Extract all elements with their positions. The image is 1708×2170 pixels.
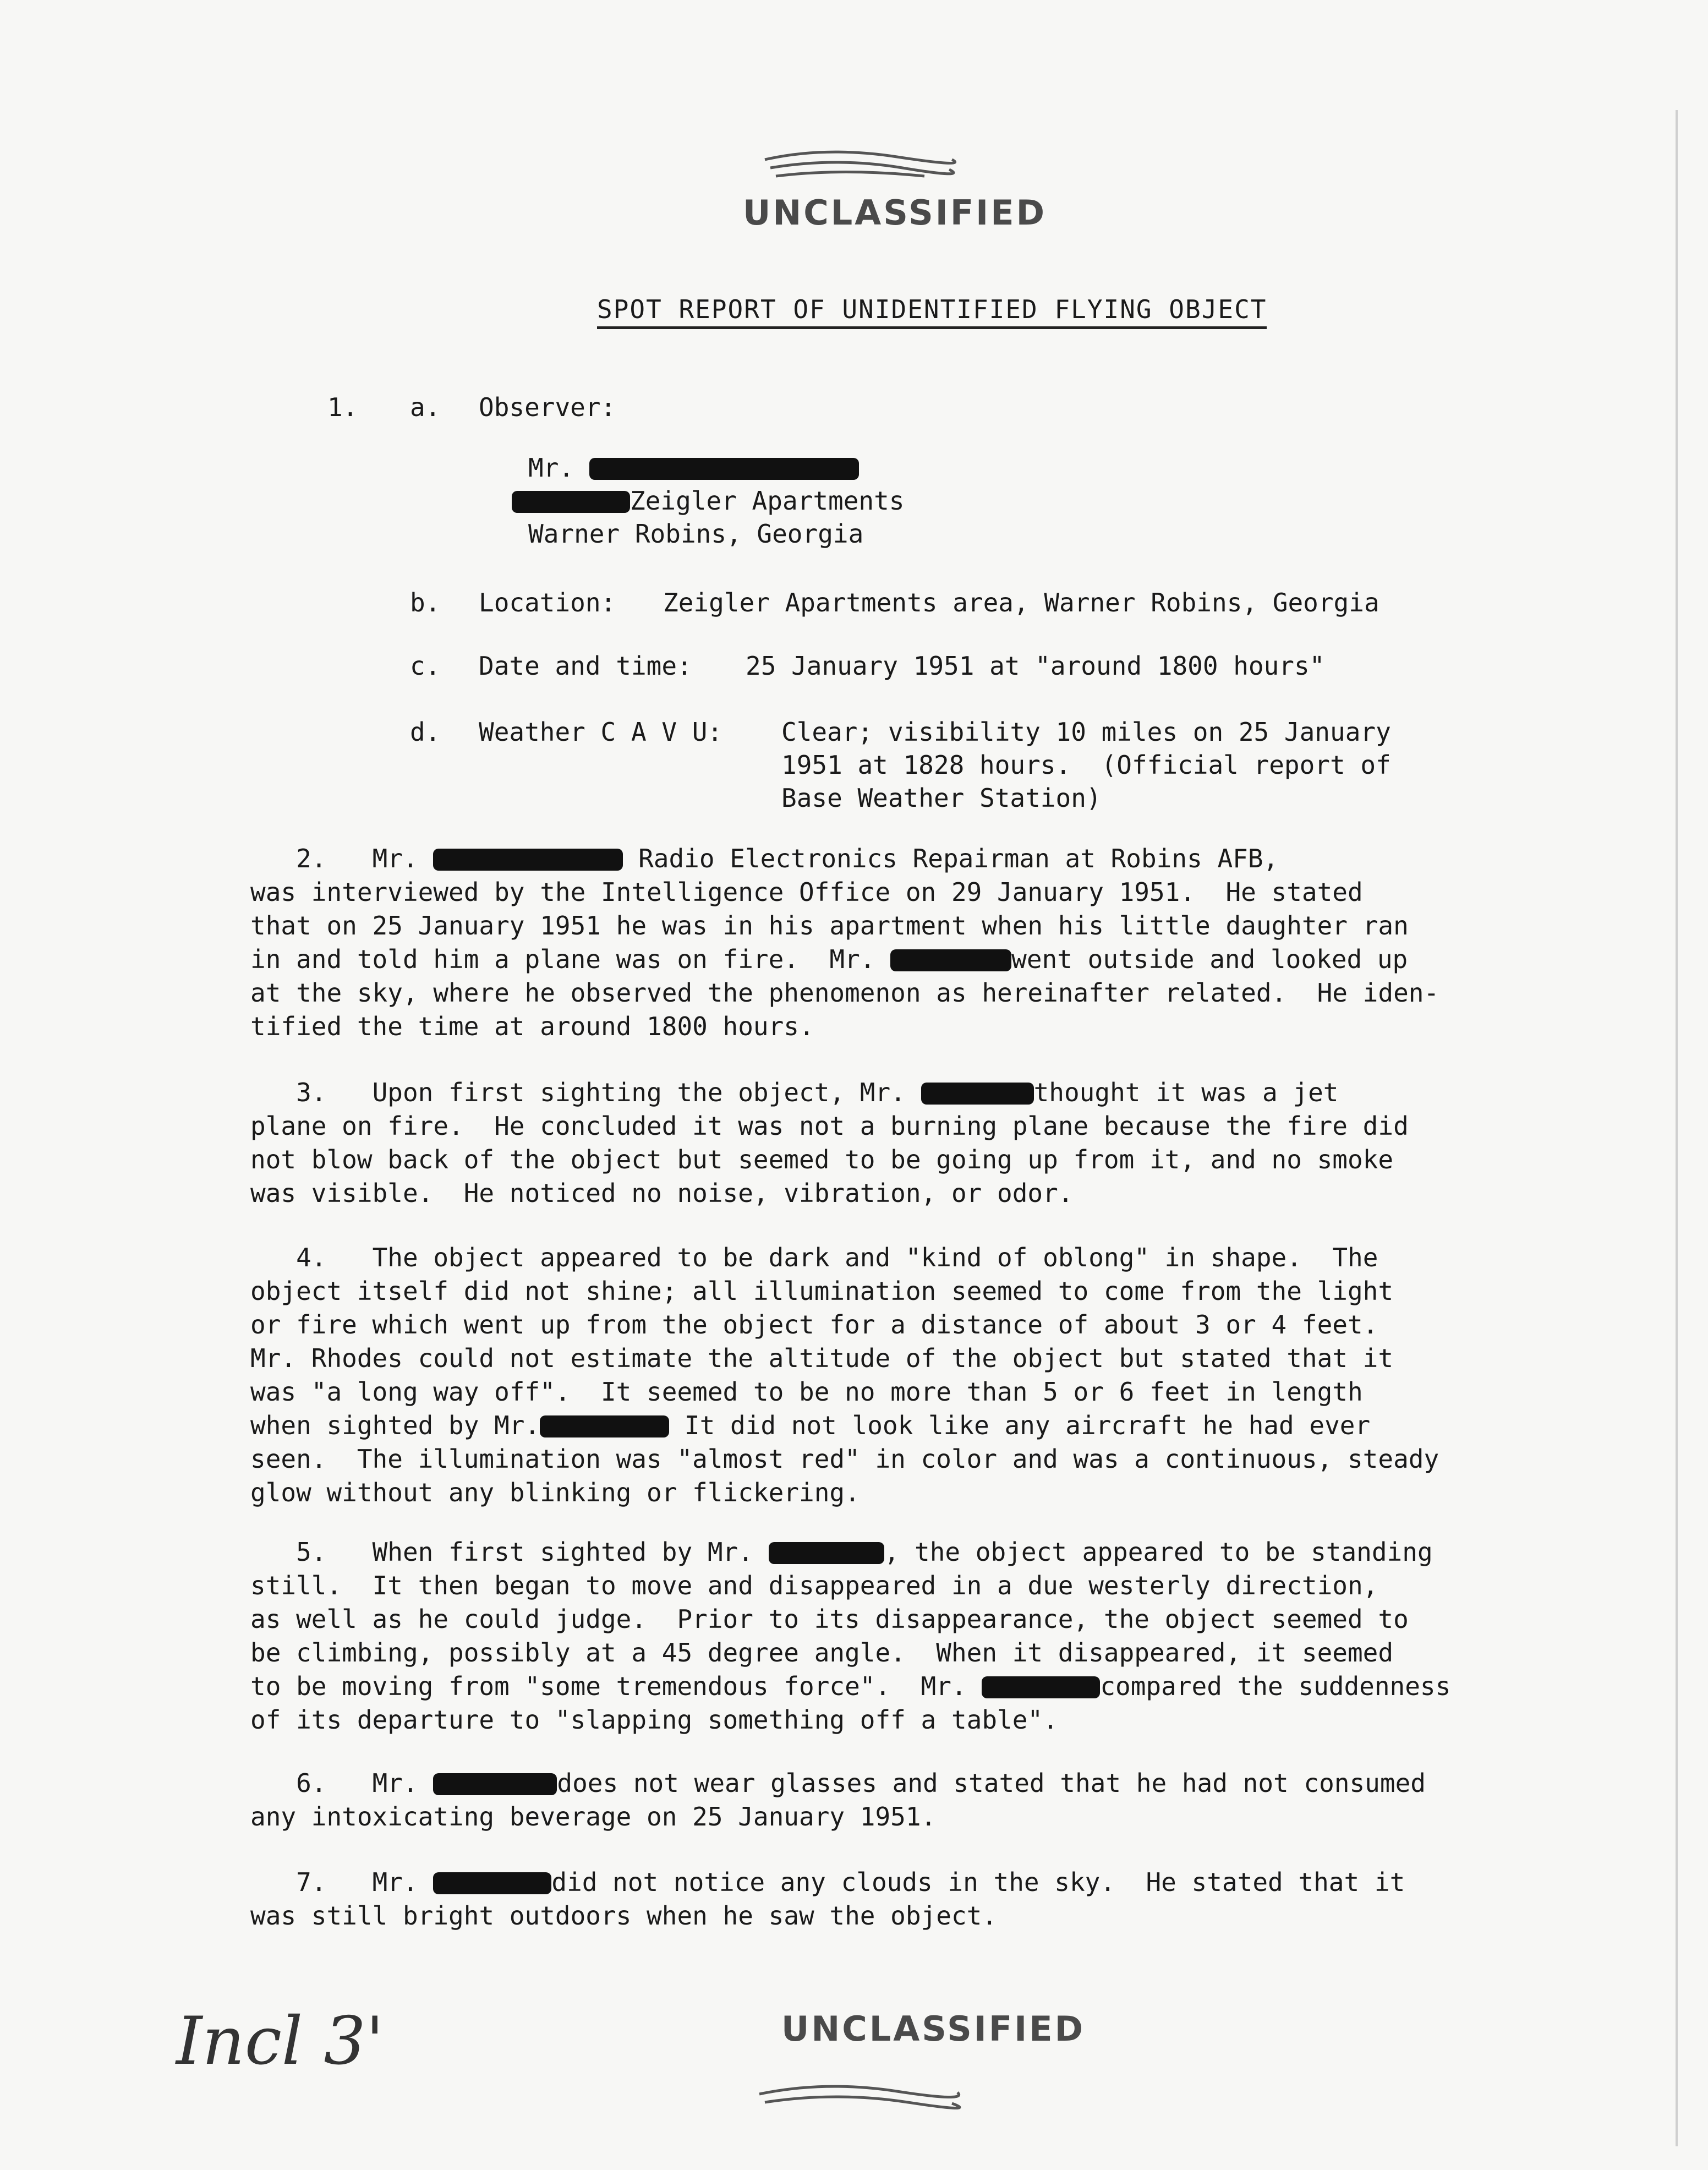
text: in and told him a plane was on fire. Mr.	[250, 944, 875, 974]
paragraph-number: 2.	[296, 844, 327, 873]
paragraph-line: glow without any blinking or flickering.	[250, 1478, 860, 1507]
paragraph-line	[250, 1409, 1571, 1442]
paragraph-number: 4.	[296, 1243, 327, 1272]
paragraph-line: was "a long way off". It seemed to be no more than 5 or 6 feet in length	[250, 1377, 1363, 1407]
address-line: Zeigler Apartments	[630, 486, 905, 516]
paragraph-6	[250, 1767, 1571, 1834]
paragraph-line: object itself did not shine; all illumination seemed to come from the light	[250, 1276, 1394, 1306]
text: Mr.	[372, 1768, 418, 1798]
text: Radio Electronics Repairman at Robins AFB,	[638, 844, 1279, 873]
page-edge	[1676, 110, 1678, 2146]
weather-line: 1951 at 1828 hours. (Official report of	[781, 750, 1391, 780]
paragraph-line: at the sky, where he observed the phenomenon as hereinafter related. He iden-	[250, 978, 1439, 1008]
paragraph-line	[250, 943, 1571, 976]
paragraph-line: was visible. He noticed no noise, vibration, or odor.	[250, 1178, 1074, 1208]
paragraph-line: be climbing, possibly at a 45 degree angle. When it disappeared, it seemed	[250, 1638, 1394, 1668]
paragraph-line: or fire which went up from the object for a distance of about 3 or 4 feet.	[250, 1310, 1378, 1340]
paragraph-number: 6.	[296, 1768, 327, 1798]
redaction-mark	[769, 1542, 884, 1564]
strikethrough-scribble	[754, 2075, 963, 2119]
redaction-mark	[433, 1872, 551, 1894]
item-d-label: d.	[410, 717, 441, 747]
redaction-mark	[512, 491, 630, 513]
date-time-value: 25 January 1951 at "around 1800 hours"	[746, 651, 1325, 681]
paragraph-line: any intoxicating beverage on 25 January 1951.	[250, 1802, 937, 1832]
document-title: SPOT REPORT OF UNIDENTIFIED FLYING OBJECT	[597, 294, 1267, 329]
text: Upon first sighting the object, Mr.	[372, 1078, 906, 1107]
text: does not wear glasses and stated that he had not consumed	[557, 1768, 1426, 1798]
item-c-label: c.	[410, 651, 441, 681]
text: went outside and looked up	[1011, 944, 1408, 974]
paragraph-line: as well as he could judge. Prior to its disappearance, the object seemed to	[250, 1604, 1409, 1634]
paragraph-5	[250, 1535, 1571, 1737]
paragraph-3	[250, 1076, 1571, 1210]
paragraph-line: not blow back of the object but seemed to be going up from it, and no smoke	[250, 1145, 1394, 1174]
mr-label: Mr.	[528, 453, 574, 483]
text: Mr.	[372, 1867, 418, 1897]
text: It did not look like any aircraft he had ever	[684, 1411, 1371, 1440]
section-number: 1.	[327, 392, 358, 422]
redaction-mark	[982, 1676, 1100, 1698]
observer-heading: Observer:	[479, 392, 616, 422]
paragraph-4	[250, 1241, 1571, 1510]
weather-heading: Weather C A V U:	[479, 717, 723, 747]
text: Mr.	[372, 844, 418, 873]
redaction-mark	[433, 849, 623, 871]
classification-stamp-bottom: UNCLASSIFIED	[781, 2009, 1086, 2049]
paragraph-line	[250, 842, 1571, 876]
paragraph-line	[250, 1670, 1571, 1703]
location-value: Zeigler Apartments area, Warner Robins, Georgia	[663, 588, 1379, 617]
text: thought it was a jet	[1033, 1078, 1339, 1107]
paragraph-line	[250, 1076, 1571, 1109]
paragraph-line	[250, 1866, 1571, 1899]
observer-city: Warner Robins, Georgia	[528, 519, 864, 549]
weather-line: Base Weather Station)	[781, 783, 1102, 813]
observer-name	[528, 451, 859, 484]
paragraph-line: tified the time at around 1800 hours.	[250, 1012, 814, 1041]
date-time-heading: Date and time:	[479, 651, 692, 681]
paragraph-number: 5.	[296, 1537, 327, 1567]
handwritten-annotation: Incl 3'	[176, 2003, 384, 2080]
paragraph-line: plane on fire. He concluded it was not a burning plane because the fire did	[250, 1111, 1409, 1141]
observer-address	[512, 484, 905, 517]
redaction-mark	[890, 949, 1011, 971]
paragraph-line: Mr. Rhodes could not estimate the altitude of the object but stated that it	[250, 1343, 1394, 1373]
location-heading: Location:	[479, 588, 616, 617]
text: when sighted by Mr.	[250, 1411, 540, 1440]
paragraph-line	[250, 1767, 1571, 1800]
redaction-mark	[540, 1415, 669, 1437]
paragraph-line: that on 25 January 1951 he was in his apartment when his little daughter ran	[250, 911, 1409, 941]
paragraph-line: still. It then began to move and disappeared in a due westerly direction,	[250, 1571, 1378, 1600]
redaction-mark	[589, 458, 859, 480]
paragraph-line: was interviewed by the Intelligence Office on 29 January 1951. He stated	[250, 877, 1363, 907]
paragraph-line: seen. The illumination was "almost red" in color and was a continuous, steady	[250, 1444, 1439, 1474]
item-b-label: b.	[410, 588, 441, 617]
paragraph-7	[250, 1866, 1571, 1933]
paragraph-line	[250, 1241, 1571, 1275]
paragraph-number: 3.	[296, 1078, 327, 1107]
strikethrough-scribble	[759, 143, 957, 187]
redaction-mark	[433, 1773, 557, 1795]
paragraph-2	[250, 842, 1571, 1043]
text: The object appeared to be dark and "kind of oblong" in shape. The	[372, 1243, 1378, 1272]
text: , the object appeared to be standing	[884, 1537, 1433, 1567]
paragraph-line	[250, 1535, 1571, 1569]
paragraph-line: was still bright outdoors when he saw the object.	[250, 1901, 998, 1931]
text: compared the suddenness	[1100, 1671, 1451, 1701]
text: did not notice any clouds in the sky. He stated that it	[551, 1867, 1405, 1897]
weather-line: Clear; visibility 10 miles on 25 January	[781, 717, 1391, 747]
paragraph-number: 7.	[296, 1867, 327, 1897]
item-a-label: a.	[410, 392, 441, 422]
text: to be moving from "some tremendous force". Mr.	[250, 1671, 967, 1701]
redaction-mark	[921, 1083, 1034, 1105]
paragraph-line: of its departure to "slapping something off a table".	[250, 1705, 1058, 1735]
text: When first sighted by Mr.	[372, 1537, 753, 1567]
classification-stamp-top: UNCLASSIFIED	[743, 193, 1047, 233]
